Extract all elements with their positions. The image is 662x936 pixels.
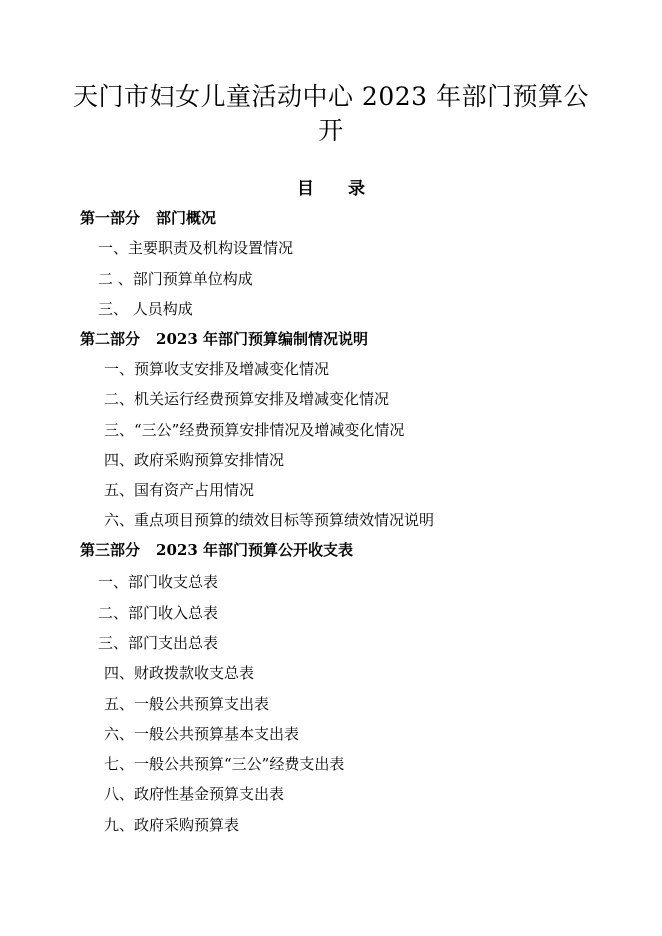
toc-item-3-7: 七、一般公共预算“三公”经费支出表 [104, 755, 345, 773]
toc-item-2-2: 二、机关运行经费预算安排及增减变化情况 [104, 390, 390, 408]
part-2-label: 第二部分 [80, 330, 141, 348]
toc-item-2-5: 五、国有资产占用情况 [104, 481, 255, 499]
part-3-name: 2023 年部门预算公开收支表 [156, 541, 353, 559]
part-3-heading [80, 540, 353, 560]
toc-item-3-9: 九、政府采购预算表 [104, 816, 240, 834]
toc-item-2-1: 一、预算收支安排及增减变化情况 [104, 360, 330, 378]
toc-item-3-6: 六、一般公共预算基本支出表 [104, 725, 300, 743]
toc-item-3-4: 四、财政拨款收支总表 [104, 664, 255, 682]
part-1-label: 第一部分 [80, 209, 141, 227]
toc-item-3-1: 一、部门收支总表 [98, 573, 219, 591]
title-line-1: 天门市妇女儿童活动中心 2023 年部门预算公 [72, 82, 590, 111]
toc-heading: 目 录 [297, 179, 379, 199]
toc-item-2-3: 三、“三公”经费预算安排情况及增减变化情况 [104, 421, 405, 439]
part-1-heading [80, 208, 216, 228]
toc-item-3-2: 二、部门收入总表 [98, 604, 219, 622]
toc-item-1-1: 一、主要职责及机构设置情况 [98, 239, 294, 257]
title-line-2: 开 [318, 116, 344, 145]
toc-item-3-5: 五、一般公共预算支出表 [104, 695, 270, 713]
document-title [60, 80, 602, 148]
toc-item-3-8: 八、政府性基金预算支出表 [104, 785, 285, 803]
toc-item-1-3: 三、 人员构成 [98, 300, 193, 318]
part-3-label: 第三部分 [80, 541, 141, 559]
part-1-name: 部门概况 [156, 209, 217, 227]
toc-item-2-6: 六、重点项目预算的绩效目标等预算绩效情况说明 [104, 511, 435, 529]
toc-item-1-2: 二 、部门预算单位构成 [98, 270, 253, 288]
part-2-heading [80, 329, 368, 349]
part-2-name: 2023 年部门预算编制情况说明 [156, 330, 368, 348]
toc-item-2-4: 四、政府采购预算安排情况 [104, 451, 285, 469]
toc-item-3-3: 三、部门支出总表 [98, 634, 219, 652]
